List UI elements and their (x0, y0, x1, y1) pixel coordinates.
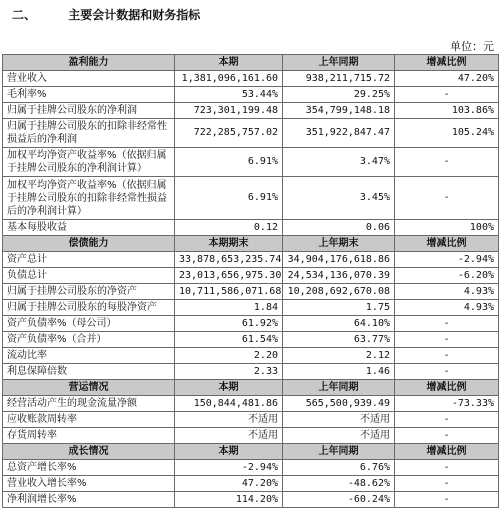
table-row (3, 119, 499, 148)
table-row (3, 177, 499, 220)
metric-label: 流动比率 (3, 348, 175, 364)
prior-value: 29.25% (283, 87, 395, 103)
column-header: 增减比例 (395, 380, 499, 396)
table-row (3, 332, 499, 348)
change-ratio: -6.20% (395, 268, 499, 284)
column-header: 增减比例 (395, 236, 499, 252)
column-header: 增减比例 (395, 444, 499, 460)
metric-label: 加权平均净资产收益率%（依据归属于挂牌公司股东的净利润计算） (3, 148, 175, 177)
prior-value: 不适用 (283, 428, 395, 444)
column-header: 上年同期 (283, 55, 395, 71)
prior-value: 938,211,715.72 (283, 71, 395, 87)
change-ratio: - (395, 148, 499, 177)
current-value: 723,301,199.48 (175, 103, 283, 119)
change-ratio: - (395, 332, 499, 348)
metric-label: 负债总计 (3, 268, 175, 284)
change-ratio: - (395, 476, 499, 492)
table-row (3, 268, 499, 284)
change-ratio: - (395, 492, 499, 508)
column-header: 上年期末 (283, 236, 395, 252)
table-row (3, 148, 499, 177)
change-ratio: 4.93% (395, 300, 499, 316)
table-row (3, 348, 499, 364)
metric-label: 利息保障倍数 (3, 364, 175, 380)
table-row (3, 300, 499, 316)
prior-value: -48.62% (283, 476, 395, 492)
change-ratio: - (395, 316, 499, 332)
current-value: -2.94% (175, 460, 283, 476)
change-ratio: - (395, 428, 499, 444)
column-header: 本期 (175, 444, 283, 460)
metric-label: 资产负债率%（合并） (3, 332, 175, 348)
change-ratio: 103.86% (395, 103, 499, 119)
column-header: 成长情况 (3, 444, 175, 460)
table-row (3, 87, 499, 103)
column-header: 偿债能力 (3, 236, 175, 252)
section-header-row (3, 444, 499, 460)
current-value: 23,013,656,975.30 (175, 268, 283, 284)
change-ratio: - (395, 348, 499, 364)
metric-label: 净利润增长率% (3, 492, 175, 508)
current-value: 不适用 (175, 428, 283, 444)
table-row (3, 460, 499, 476)
prior-value: 1.46 (283, 364, 395, 380)
table-row (3, 284, 499, 300)
metric-label: 营业收入增长率% (3, 476, 175, 492)
change-ratio: -73.33% (395, 396, 499, 412)
column-header: 本期 (175, 55, 283, 71)
section-header-row (3, 55, 499, 71)
column-header: 本期期末 (175, 236, 283, 252)
current-value: 10,711,586,071.68 (175, 284, 283, 300)
table-row (3, 364, 499, 380)
current-value: 1,381,096,161.60 (175, 71, 283, 87)
table-row (3, 476, 499, 492)
section-number: 二、 (12, 8, 37, 22)
metric-label: 应收账款周转率 (3, 412, 175, 428)
prior-value: 2.12 (283, 348, 395, 364)
column-header: 增减比例 (395, 55, 499, 71)
table-row (3, 220, 499, 236)
change-ratio: 100% (395, 220, 499, 236)
column-header: 盈利能力 (3, 55, 175, 71)
metric-label: 资产总计 (3, 252, 175, 268)
current-value: 6.91% (175, 177, 283, 220)
table-row (3, 71, 499, 87)
table-row (3, 103, 499, 119)
current-value: 6.91% (175, 148, 283, 177)
unit-label: 单位：元 (450, 40, 494, 53)
prior-value: 354,799,148.18 (283, 103, 395, 119)
metric-label: 经营活动产生的现金流量净额 (3, 396, 175, 412)
prior-value: 6.76% (283, 460, 395, 476)
prior-value: 1.75 (283, 300, 395, 316)
current-value: 61.54% (175, 332, 283, 348)
change-ratio: - (395, 364, 499, 380)
metric-label: 基本每股收益 (3, 220, 175, 236)
current-value: 722,285,757.02 (175, 119, 283, 148)
column-header: 上年同期 (283, 380, 395, 396)
current-value: 47.20% (175, 476, 283, 492)
section-header-row (3, 236, 499, 252)
metric-label: 归属于挂牌公司股东的净利润 (3, 103, 175, 119)
metric-label: 毛利率% (3, 87, 175, 103)
change-ratio: - (395, 177, 499, 220)
column-header: 上年同期 (283, 444, 395, 460)
change-ratio: 4.93% (395, 284, 499, 300)
prior-value: 0.06 (283, 220, 395, 236)
current-value: 1.84 (175, 300, 283, 316)
current-value: 53.44% (175, 87, 283, 103)
change-ratio: - (395, 460, 499, 476)
section-title: 主要会计数据和财务指标 (68, 8, 201, 22)
table-row (3, 492, 499, 508)
current-value: 150,844,481.86 (175, 396, 283, 412)
prior-value: 64.10% (283, 316, 395, 332)
table-row (3, 428, 499, 444)
prior-value: 3.45% (283, 177, 395, 220)
metric-label: 总资产增长率% (3, 460, 175, 476)
current-value: 2.20 (175, 348, 283, 364)
prior-value: 不适用 (283, 412, 395, 428)
metric-label: 归属于挂牌公司股东的扣除非经常性损益后的净利润 (3, 119, 175, 148)
change-ratio: - (395, 412, 499, 428)
prior-value: 10,208,692,670.08 (283, 284, 395, 300)
change-ratio: -2.94% (395, 252, 499, 268)
current-value: 不适用 (175, 412, 283, 428)
change-ratio: - (395, 87, 499, 103)
prior-value: 34,904,176,618.86 (283, 252, 395, 268)
table-row (3, 316, 499, 332)
section-header-row (3, 380, 499, 396)
financial-indicators-table (2, 54, 499, 508)
table-row (3, 412, 499, 428)
table-row (3, 396, 499, 412)
metric-label: 资产负债率%（母公司） (3, 316, 175, 332)
prior-value: 351,922,847.47 (283, 119, 395, 148)
prior-value: -60.24% (283, 492, 395, 508)
metric-label: 营业收入 (3, 71, 175, 87)
column-header: 营运情况 (3, 380, 175, 396)
metric-label: 加权平均净资产收益率%（依据归属于挂牌公司股东的扣除非经常性损益后的净利润计算） (3, 177, 175, 220)
prior-value: 565,500,939.49 (283, 396, 395, 412)
metric-label: 存货周转率 (3, 428, 175, 444)
change-ratio: 105.24% (395, 119, 499, 148)
prior-value: 24,534,136,070.39 (283, 268, 395, 284)
table-row (3, 252, 499, 268)
current-value: 2.33 (175, 364, 283, 380)
prior-value: 63.77% (283, 332, 395, 348)
prior-value: 3.47% (283, 148, 395, 177)
column-header: 本期 (175, 380, 283, 396)
current-value: 61.92% (175, 316, 283, 332)
metric-label: 归属于挂牌公司股东的净资产 (3, 284, 175, 300)
current-value: 114.20% (175, 492, 283, 508)
section-heading (12, 6, 200, 23)
current-value: 33,878,653,235.74 (175, 252, 283, 268)
change-ratio: 47.20% (395, 71, 499, 87)
current-value: 0.12 (175, 220, 283, 236)
metric-label: 归属于挂牌公司股东的每股净资产 (3, 300, 175, 316)
